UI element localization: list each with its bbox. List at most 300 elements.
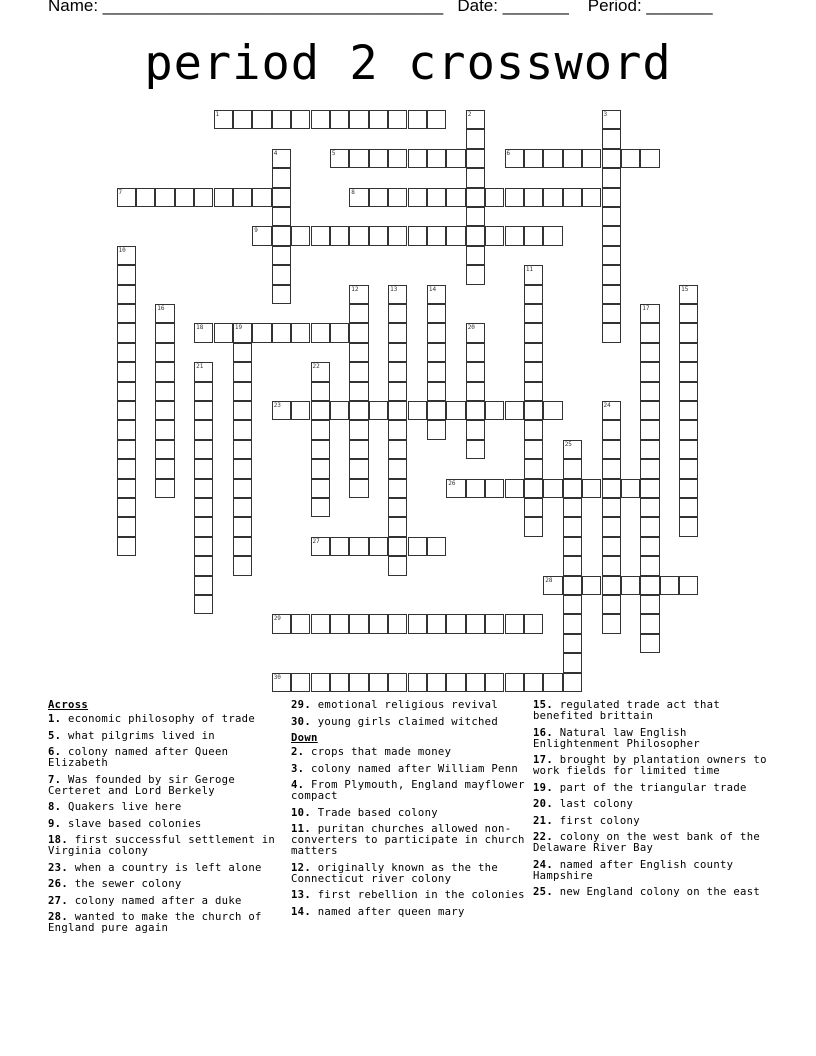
crossword-cell[interactable] (524, 440, 543, 459)
crossword-cell[interactable] (446, 479, 465, 498)
crossword-cell[interactable] (117, 479, 136, 498)
crossword-cell[interactable] (640, 401, 659, 420)
crossword-cell[interactable] (408, 226, 427, 245)
crossword-cell[interactable] (640, 537, 659, 556)
crossword-cell[interactable] (679, 498, 698, 517)
crossword-cell[interactable] (330, 110, 349, 129)
crossword-cell[interactable] (427, 304, 446, 323)
crossword-cell[interactable] (524, 149, 543, 168)
crossword-cell[interactable] (602, 265, 621, 284)
crossword-cell[interactable] (640, 498, 659, 517)
crossword-cell[interactable] (117, 401, 136, 420)
crossword-cell[interactable] (543, 673, 562, 692)
crossword-cell[interactable] (388, 188, 407, 207)
crossword-cell[interactable] (582, 188, 601, 207)
crossword-cell[interactable] (563, 537, 582, 556)
crossword-cell[interactable] (602, 304, 621, 323)
crossword-cell[interactable] (602, 323, 621, 342)
crossword-cell[interactable] (330, 614, 349, 633)
crossword-cell[interactable] (388, 420, 407, 439)
crossword-cell[interactable] (311, 362, 330, 381)
crossword-cell[interactable] (272, 614, 291, 633)
crossword-cell[interactable] (602, 420, 621, 439)
crossword-cell[interactable] (155, 440, 174, 459)
crossword-cell[interactable] (640, 149, 659, 168)
crossword-cell[interactable] (388, 149, 407, 168)
crossword-cell[interactable] (388, 614, 407, 633)
crossword-cell[interactable] (272, 207, 291, 226)
crossword-cell[interactable] (311, 440, 330, 459)
crossword-cell[interactable] (563, 479, 582, 498)
crossword-cell[interactable] (602, 168, 621, 187)
crossword-cell[interactable] (349, 110, 368, 129)
crossword-cell[interactable] (621, 576, 640, 595)
crossword-cell[interactable] (466, 614, 485, 633)
crossword-cell[interactable] (388, 226, 407, 245)
crossword-cell[interactable] (233, 401, 252, 420)
crossword-cell[interactable] (524, 382, 543, 401)
crossword-cell[interactable] (427, 343, 446, 362)
crossword-cell[interactable] (505, 226, 524, 245)
crossword-cell[interactable] (214, 110, 233, 129)
crossword-cell[interactable] (466, 362, 485, 381)
crossword-cell[interactable] (679, 440, 698, 459)
crossword-cell[interactable] (563, 149, 582, 168)
crossword-cell[interactable] (369, 673, 388, 692)
crossword-cell[interactable] (194, 595, 213, 614)
crossword-cell[interactable] (427, 673, 446, 692)
crossword-cell[interactable] (602, 614, 621, 633)
crossword-cell[interactable] (582, 479, 601, 498)
crossword-cell[interactable] (155, 304, 174, 323)
crossword-cell[interactable] (233, 362, 252, 381)
crossword-cell[interactable] (679, 459, 698, 478)
crossword-cell[interactable] (466, 323, 485, 342)
crossword-cell[interactable] (640, 382, 659, 401)
crossword-cell[interactable] (349, 226, 368, 245)
crossword-cell[interactable] (408, 537, 427, 556)
crossword-cell[interactable] (524, 401, 543, 420)
crossword-cell[interactable] (117, 246, 136, 265)
crossword-cell[interactable] (427, 614, 446, 633)
crossword-cell[interactable] (563, 188, 582, 207)
crossword-cell[interactable] (563, 440, 582, 459)
crossword-cell[interactable] (524, 459, 543, 478)
crossword-cell[interactable] (194, 498, 213, 517)
crossword-cell[interactable] (427, 401, 446, 420)
crossword-cell[interactable] (252, 226, 271, 245)
crossword-cell[interactable] (349, 479, 368, 498)
crossword-cell[interactable] (543, 149, 562, 168)
crossword-cell[interactable] (233, 110, 252, 129)
crossword-cell[interactable] (621, 149, 640, 168)
crossword-cell[interactable] (117, 304, 136, 323)
crossword-cell[interactable] (194, 537, 213, 556)
crossword-cell[interactable] (446, 673, 465, 692)
crossword-cell[interactable] (408, 110, 427, 129)
crossword-cell[interactable] (602, 556, 621, 575)
crossword-cell[interactable] (427, 285, 446, 304)
crossword-cell[interactable] (194, 459, 213, 478)
crossword-cell[interactable] (194, 440, 213, 459)
crossword-cell[interactable] (640, 323, 659, 342)
crossword-cell[interactable] (466, 207, 485, 226)
crossword-cell[interactable] (505, 149, 524, 168)
crossword-cell[interactable] (291, 226, 310, 245)
crossword-cell[interactable] (466, 343, 485, 362)
crossword-cell[interactable] (117, 343, 136, 362)
crossword-cell[interactable] (602, 226, 621, 245)
crossword-cell[interactable] (640, 517, 659, 536)
crossword-cell[interactable] (194, 556, 213, 575)
crossword-cell[interactable] (194, 188, 213, 207)
crossword-cell[interactable] (272, 168, 291, 187)
crossword-cell[interactable] (330, 226, 349, 245)
crossword-cell[interactable] (427, 149, 446, 168)
crossword-cell[interactable] (485, 226, 504, 245)
crossword-cell[interactable] (427, 420, 446, 439)
crossword-cell[interactable] (117, 285, 136, 304)
crossword-cell[interactable] (155, 459, 174, 478)
crossword-cell[interactable] (446, 149, 465, 168)
crossword-cell[interactable] (563, 634, 582, 653)
crossword-cell[interactable] (117, 537, 136, 556)
crossword-cell[interactable] (582, 149, 601, 168)
crossword-cell[interactable] (679, 362, 698, 381)
crossword-cell[interactable] (679, 576, 698, 595)
crossword-cell[interactable] (388, 479, 407, 498)
crossword-cell[interactable] (602, 479, 621, 498)
crossword-cell[interactable] (136, 188, 155, 207)
crossword-cell[interactable] (194, 420, 213, 439)
crossword-cell[interactable] (194, 323, 213, 342)
crossword-cell[interactable] (291, 401, 310, 420)
crossword-cell[interactable] (272, 323, 291, 342)
crossword-cell[interactable] (388, 323, 407, 342)
crossword-cell[interactable] (485, 673, 504, 692)
crossword-cell[interactable] (175, 188, 194, 207)
crossword-cell[interactable] (427, 323, 446, 342)
crossword-cell[interactable] (524, 188, 543, 207)
crossword-cell[interactable] (155, 479, 174, 498)
crossword-cell[interactable] (155, 401, 174, 420)
crossword-cell[interactable] (602, 517, 621, 536)
crossword-cell[interactable] (602, 576, 621, 595)
crossword-cell[interactable] (349, 304, 368, 323)
crossword-cell[interactable] (505, 188, 524, 207)
crossword-cell[interactable] (505, 673, 524, 692)
crossword-cell[interactable] (388, 556, 407, 575)
crossword-cell[interactable] (408, 188, 427, 207)
crossword-cell[interactable] (427, 362, 446, 381)
crossword-cell[interactable] (524, 673, 543, 692)
crossword-cell[interactable] (524, 304, 543, 323)
crossword-cell[interactable] (233, 323, 252, 342)
crossword-cell[interactable] (408, 673, 427, 692)
crossword-cell[interactable] (117, 188, 136, 207)
crossword-cell[interactable] (155, 343, 174, 362)
crossword-cell[interactable] (388, 362, 407, 381)
crossword-cell[interactable] (311, 110, 330, 129)
crossword-cell[interactable] (602, 246, 621, 265)
crossword-cell[interactable] (524, 614, 543, 633)
crossword-cell[interactable] (505, 401, 524, 420)
crossword-cell[interactable] (233, 556, 252, 575)
crossword-cell[interactable] (679, 323, 698, 342)
crossword-cell[interactable] (388, 440, 407, 459)
crossword-cell[interactable] (466, 479, 485, 498)
crossword-cell[interactable] (311, 382, 330, 401)
crossword-cell[interactable] (252, 323, 271, 342)
crossword-cell[interactable] (640, 479, 659, 498)
crossword-cell[interactable] (214, 188, 233, 207)
crossword-cell[interactable] (563, 517, 582, 536)
crossword-cell[interactable] (602, 149, 621, 168)
crossword-cell[interactable] (291, 323, 310, 342)
crossword-cell[interactable] (369, 614, 388, 633)
crossword-cell[interactable] (640, 459, 659, 478)
crossword-cell[interactable] (272, 188, 291, 207)
crossword-cell[interactable] (311, 537, 330, 556)
crossword-cell[interactable] (155, 382, 174, 401)
crossword-cell[interactable] (388, 285, 407, 304)
crossword-cell[interactable] (233, 498, 252, 517)
crossword-cell[interactable] (272, 110, 291, 129)
crossword-cell[interactable] (311, 479, 330, 498)
crossword-cell[interactable] (427, 382, 446, 401)
crossword-cell[interactable] (582, 576, 601, 595)
crossword-cell[interactable] (466, 265, 485, 284)
crossword-cell[interactable] (505, 479, 524, 498)
crossword-cell[interactable] (602, 188, 621, 207)
crossword-cell[interactable] (466, 188, 485, 207)
crossword-cell[interactable] (505, 614, 524, 633)
crossword-cell[interactable] (155, 420, 174, 439)
crossword-cell[interactable] (640, 440, 659, 459)
crossword-cell[interactable] (388, 401, 407, 420)
crossword-cell[interactable] (679, 479, 698, 498)
crossword-cell[interactable] (640, 576, 659, 595)
crossword-cell[interactable] (543, 188, 562, 207)
crossword-cell[interactable] (291, 110, 310, 129)
crossword-cell[interactable] (369, 537, 388, 556)
crossword-cell[interactable] (369, 110, 388, 129)
crossword-cell[interactable] (117, 382, 136, 401)
crossword-cell[interactable] (272, 226, 291, 245)
crossword-cell[interactable] (563, 595, 582, 614)
crossword-cell[interactable] (311, 614, 330, 633)
crossword-cell[interactable] (466, 168, 485, 187)
crossword-cell[interactable] (388, 673, 407, 692)
crossword-cell[interactable] (349, 323, 368, 342)
crossword-cell[interactable] (349, 459, 368, 478)
crossword-cell[interactable] (330, 323, 349, 342)
crossword-cell[interactable] (446, 401, 465, 420)
crossword-cell[interactable] (349, 440, 368, 459)
crossword-cell[interactable] (563, 556, 582, 575)
crossword-cell[interactable] (369, 188, 388, 207)
crossword-cell[interactable] (563, 576, 582, 595)
crossword-cell[interactable] (252, 188, 271, 207)
crossword-cell[interactable] (214, 323, 233, 342)
crossword-cell[interactable] (233, 440, 252, 459)
crossword-cell[interactable] (466, 440, 485, 459)
crossword-cell[interactable] (349, 401, 368, 420)
crossword-cell[interactable] (602, 285, 621, 304)
crossword-cell[interactable] (427, 110, 446, 129)
crossword-cell[interactable] (602, 498, 621, 517)
crossword-cell[interactable] (640, 304, 659, 323)
crossword-cell[interactable] (388, 343, 407, 362)
crossword-cell[interactable] (330, 149, 349, 168)
crossword-cell[interactable] (602, 595, 621, 614)
crossword-cell[interactable] (485, 479, 504, 498)
crossword-cell[interactable] (679, 304, 698, 323)
crossword-cell[interactable] (602, 401, 621, 420)
crossword-cell[interactable] (602, 129, 621, 148)
crossword-cell[interactable] (272, 149, 291, 168)
crossword-cell[interactable] (427, 537, 446, 556)
crossword-cell[interactable] (543, 226, 562, 245)
crossword-cell[interactable] (408, 401, 427, 420)
crossword-cell[interactable] (640, 634, 659, 653)
crossword-cell[interactable] (194, 362, 213, 381)
crossword-cell[interactable] (311, 323, 330, 342)
crossword-cell[interactable] (349, 614, 368, 633)
crossword-cell[interactable] (349, 343, 368, 362)
crossword-cell[interactable] (524, 226, 543, 245)
crossword-cell[interactable] (311, 420, 330, 439)
crossword-cell[interactable] (194, 401, 213, 420)
crossword-cell[interactable] (233, 188, 252, 207)
name-field[interactable]: Name: ____________________________________ (48, 0, 444, 15)
crossword-cell[interactable] (155, 362, 174, 381)
crossword-cell[interactable] (311, 673, 330, 692)
crossword-cell[interactable] (640, 343, 659, 362)
crossword-cell[interactable] (291, 614, 310, 633)
crossword-cell[interactable] (563, 653, 582, 672)
crossword-cell[interactable] (233, 479, 252, 498)
crossword-cell[interactable] (679, 382, 698, 401)
crossword-cell[interactable] (524, 479, 543, 498)
crossword-cell[interactable] (194, 517, 213, 536)
crossword-cell[interactable] (388, 537, 407, 556)
crossword-cell[interactable] (194, 382, 213, 401)
crossword-cell[interactable] (349, 673, 368, 692)
crossword-cell[interactable] (679, 420, 698, 439)
crossword-cell[interactable] (640, 556, 659, 575)
crossword-cell[interactable] (194, 576, 213, 595)
crossword-cell[interactable] (679, 285, 698, 304)
crossword-cell[interactable] (117, 362, 136, 381)
crossword-cell[interactable] (640, 595, 659, 614)
crossword-cell[interactable] (349, 537, 368, 556)
crossword-cell[interactable] (311, 498, 330, 517)
crossword-cell[interactable] (466, 246, 485, 265)
crossword-cell[interactable] (446, 226, 465, 245)
crossword-cell[interactable] (349, 188, 368, 207)
crossword-cell[interactable] (679, 517, 698, 536)
crossword-cell[interactable] (563, 673, 582, 692)
crossword-cell[interactable] (466, 673, 485, 692)
crossword-cell[interactable] (155, 188, 174, 207)
crossword-cell[interactable] (117, 498, 136, 517)
crossword-cell[interactable] (466, 382, 485, 401)
crossword-cell[interactable] (252, 110, 271, 129)
crossword-cell[interactable] (291, 673, 310, 692)
crossword-cell[interactable] (155, 323, 174, 342)
crossword-cell[interactable] (524, 498, 543, 517)
crossword-cell[interactable] (311, 401, 330, 420)
crossword-cell[interactable] (563, 459, 582, 478)
crossword-cell[interactable] (388, 517, 407, 536)
crossword-cell[interactable] (563, 498, 582, 517)
crossword-cell[interactable] (543, 401, 562, 420)
crossword-cell[interactable] (446, 614, 465, 633)
crossword-cell[interactable] (466, 149, 485, 168)
crossword-cell[interactable] (524, 285, 543, 304)
crossword-cell[interactable] (233, 537, 252, 556)
crossword-cell[interactable] (233, 420, 252, 439)
crossword-cell[interactable] (640, 420, 659, 439)
crossword-cell[interactable] (485, 188, 504, 207)
crossword-cell[interactable] (602, 207, 621, 226)
crossword-cell[interactable] (388, 382, 407, 401)
crossword-cell[interactable] (330, 537, 349, 556)
crossword-cell[interactable] (602, 440, 621, 459)
crossword-cell[interactable] (117, 459, 136, 478)
crossword-cell[interactable] (272, 401, 291, 420)
crossword-cell[interactable] (369, 401, 388, 420)
crossword-cell[interactable] (233, 382, 252, 401)
crossword-cell[interactable] (621, 479, 640, 498)
crossword-cell[interactable] (272, 673, 291, 692)
crossword-cell[interactable] (369, 226, 388, 245)
crossword-cell[interactable] (543, 479, 562, 498)
crossword-cell[interactable] (602, 537, 621, 556)
crossword-cell[interactable] (349, 149, 368, 168)
crossword-cell[interactable] (369, 149, 388, 168)
crossword-cell[interactable] (524, 343, 543, 362)
crossword-cell[interactable] (427, 226, 446, 245)
crossword-cell[interactable] (563, 614, 582, 633)
crossword-cell[interactable] (233, 517, 252, 536)
crossword-cell[interactable] (233, 343, 252, 362)
crossword-cell[interactable] (466, 420, 485, 439)
crossword-cell[interactable] (485, 401, 504, 420)
crossword-cell[interactable] (117, 440, 136, 459)
crossword-cell[interactable] (194, 479, 213, 498)
crossword-cell[interactable] (117, 420, 136, 439)
crossword-cell[interactable] (388, 304, 407, 323)
crossword-cell[interactable] (524, 517, 543, 536)
crossword-cell[interactable] (330, 673, 349, 692)
crossword-cell[interactable] (408, 149, 427, 168)
crossword-cell[interactable] (466, 226, 485, 245)
crossword-cell[interactable] (640, 614, 659, 633)
crossword-cell[interactable] (311, 459, 330, 478)
period-field[interactable]: Period: _______ (587, 0, 713, 15)
crossword-cell[interactable] (311, 226, 330, 245)
crossword-cell[interactable] (602, 110, 621, 129)
crossword-cell[interactable] (543, 576, 562, 595)
crossword-cell[interactable] (602, 459, 621, 478)
crossword-cell[interactable] (349, 285, 368, 304)
crossword-cell[interactable] (388, 498, 407, 517)
crossword-cell[interactable] (640, 362, 659, 381)
crossword-cell[interactable] (388, 110, 407, 129)
crossword-cell[interactable] (485, 614, 504, 633)
